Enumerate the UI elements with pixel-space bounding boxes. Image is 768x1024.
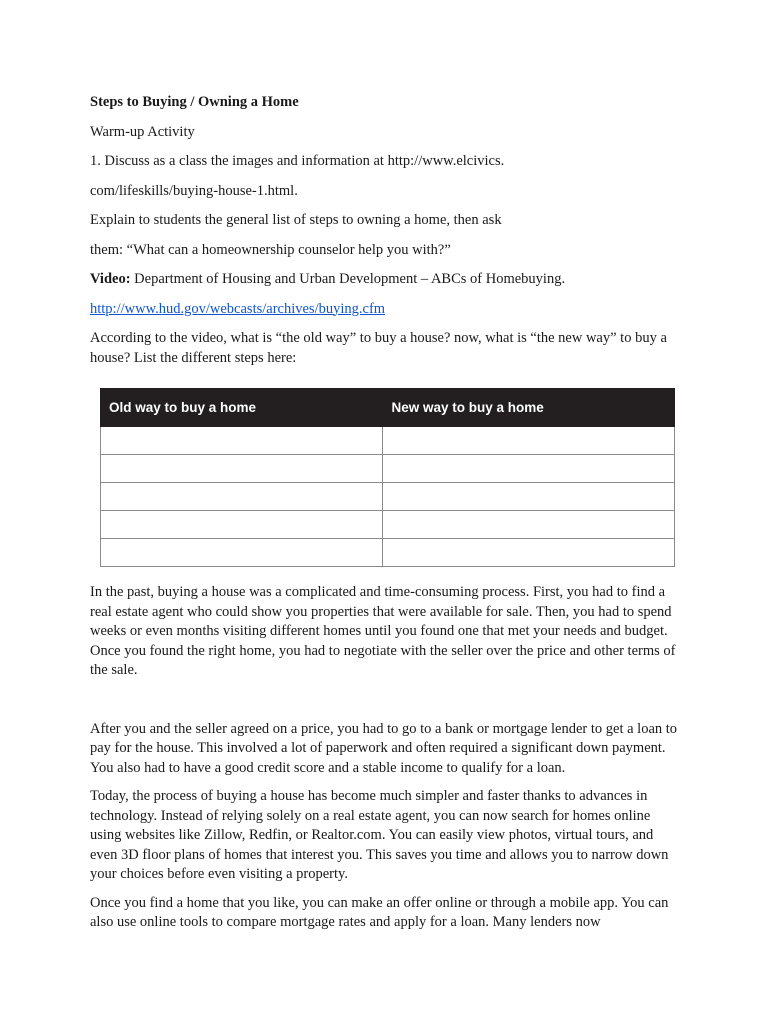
table-row xyxy=(101,511,675,539)
new-way-cell[interactable] xyxy=(383,483,675,511)
table-row xyxy=(101,483,675,511)
paragraph-today: Today, the process of buying a house has become much simpler and faster thanks to advances in technology. Instead of relying solely on a real estate agent, you can now search for homes online using websites like Zillow, Redfin, or Realtor.com. You can easily view photos, virtual tours, and even 3D floor plans of homes that interest you. This saves you time and allows you to narrow down your choices before even visiting a property. xyxy=(90,788,669,882)
spacer xyxy=(90,690,678,720)
explain-line2: them: “What can a homeownership counselor help you with?” xyxy=(90,241,451,258)
old-way-header: Old way to buy a home xyxy=(101,389,383,427)
document-content xyxy=(90,93,678,942)
video-label: Video: xyxy=(90,271,131,287)
table-row xyxy=(101,455,675,483)
old-way-cell[interactable] xyxy=(101,511,383,539)
paragraph-past: In the past, buying a house was a complicated and time-consuming process. First, you had to find a real estate agent who could show you properties that were available for sale. Then, you had to spend weeks or even months visiting different homes until you found one that met your needs and budget. Once you found the right home, you had to negotiate with the seller over the price and other terms of the sale. xyxy=(90,584,676,678)
paragraph-loan: After you and the seller agreed on a price, you had to go to a bank or mortgage lender to get a loan to pay for the house. This involved a lot of paperwork and often required a significant down payment. You also had to have a good credit score and a stable income to qualify for a loan. xyxy=(90,720,678,776)
video-line xyxy=(90,270,678,290)
explain-line1: Explain to students the general list of steps to owning a home, then ask xyxy=(90,212,502,228)
new-way-cell[interactable] xyxy=(383,455,675,483)
steps-table xyxy=(100,388,675,567)
question-text: According to the video, what is “the old way” to buy a house? now, what is “the new way” to buy a house? List the different steps here: xyxy=(90,330,667,366)
old-way-cell[interactable] xyxy=(101,539,383,567)
video-link[interactable]: http://www.hud.gov/webcasts/archives/buying.cfm xyxy=(90,300,386,317)
warmup-heading: Warm-up Activity xyxy=(90,123,195,140)
table-row xyxy=(101,539,675,567)
new-way-cell[interactable] xyxy=(383,539,675,567)
new-way-cell[interactable] xyxy=(383,511,675,539)
old-way-cell[interactable] xyxy=(101,455,383,483)
old-way-cell[interactable] xyxy=(101,427,383,455)
step1-line1: 1. Discuss as a class the images and information at http://www.elcivics. xyxy=(90,153,505,169)
new-way-cell[interactable] xyxy=(383,427,675,455)
video-link-line xyxy=(90,300,678,320)
step1-line2: com/lifeskills/buying-house-1.html. xyxy=(90,182,298,199)
new-way-header: New way to buy a home xyxy=(383,389,675,427)
table-header-row xyxy=(101,389,675,427)
document-title: Steps to Buying / Owning a Home xyxy=(90,94,299,110)
video-description: Department of Housing and Urban Development – ABCs of Homebuying. xyxy=(130,271,566,287)
table-row xyxy=(101,427,675,455)
old-way-cell[interactable] xyxy=(101,483,383,511)
paragraph-offer: Once you find a home that you like, you can make an offer online or through a mobile app. You can also use online tools to compare mortgage rates and apply for a loan. Many lenders now xyxy=(90,894,669,930)
